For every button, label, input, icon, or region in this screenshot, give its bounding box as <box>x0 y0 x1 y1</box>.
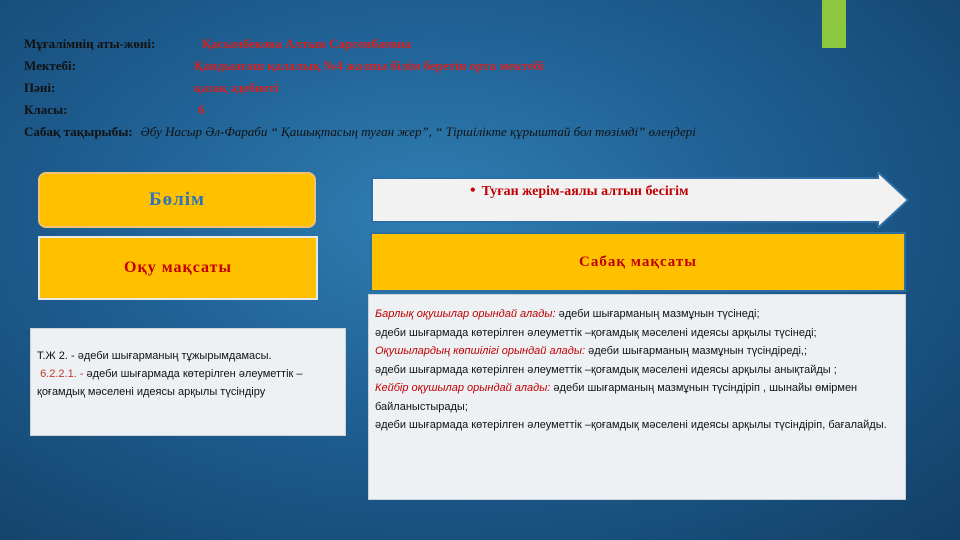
subject-value: қазақ әдебиеті <box>194 80 279 95</box>
objective-line-1: Т.Ж 2. - әдеби шығарманың тұжырымдамасы. <box>37 350 272 362</box>
lesson-goal-label-box <box>370 232 906 292</box>
grade-label: Класы: <box>24 102 68 117</box>
topic-row <box>24 124 944 140</box>
grade-row <box>24 102 944 124</box>
learning-objective-label: Оқу мақсаты <box>124 259 232 276</box>
lesson-goal-label: Сабақ мақсаты <box>578 253 697 270</box>
school-value: Қандыағаш қалалық №4 жалпы білім беретін орта мектебі <box>194 58 544 73</box>
goal-some-text2: әдеби шығармада көтерілген әлеуметтік –қоғамдық мәселені идеясы арқылы түсіндіріп, бағалайды. <box>375 419 887 431</box>
goal-most-label: Оқушылардың көпшілігі орындай алады: <box>375 345 586 357</box>
subject-row <box>24 80 944 102</box>
subject-label: Пәні: <box>24 80 56 95</box>
section-value: • Туған жерім-аялы алтын бесігім <box>470 182 689 199</box>
goal-most-text1: әдеби шығарманың мазмұнын түсіндіреді,; <box>588 345 808 357</box>
bullet-icon: • <box>470 182 476 199</box>
learning-objectives-box <box>30 328 346 436</box>
section-value-arrow <box>370 172 910 228</box>
goal-all <box>375 305 899 324</box>
teacher-label: Мұғалімнің аты-жөні: <box>24 36 156 51</box>
teacher-row <box>24 36 944 58</box>
lesson-header <box>24 36 944 140</box>
section-label: Бөлім <box>149 189 205 210</box>
goal-most <box>375 342 899 361</box>
grade-value: 6 <box>198 102 205 117</box>
goal-some-text1: әдеби шығарманың мазмұнын түсіндіріп , шынайы өмірмен байланыстырады; <box>375 382 858 413</box>
teacher-value: Қасымбекова Алтын Сарсенбаевна <box>202 36 412 51</box>
goal-most-text2: әдеби шығармада көтерілген әлеуметтік –қоғамдық мәселені идеясы арқылы анықтайды ; <box>375 363 837 376</box>
goal-some-label: Кейбір оқушылар орындай алады: <box>375 382 551 394</box>
goal-some <box>375 379 899 416</box>
topic-value: Әбу Насыр Әл-Фараби “ Қашықтасың туған жер”, “ Тіршілікте құрыштай бол төзімді” өлеңдері <box>140 124 696 139</box>
topic-label: Сабақ тақырыбы: <box>24 124 133 139</box>
goal-all-text1: әдеби шығарманың мазмұнын түсінеді; <box>558 308 760 320</box>
objective-code: 6.2.2.1. - <box>40 368 84 380</box>
objective-line-2 <box>37 365 337 401</box>
learning-objective-label-box <box>38 236 318 300</box>
section-label-box <box>38 172 316 228</box>
lesson-goals-box <box>368 294 906 500</box>
school-row <box>24 58 944 80</box>
objective-text: әдеби шығармада көтерілген әлеуметтік –қоғамдық мәселені идеясы арқылы түсіндіру <box>37 368 303 398</box>
goal-all-text2: әдеби шығармада көтерілген әлеуметтік –қоғамдық мәселені идеясы арқылы түсінеді; <box>375 326 817 339</box>
school-label: Мектебі: <box>24 58 76 73</box>
goal-all-label: Барлық оқушылар орындай алады: <box>375 308 556 320</box>
